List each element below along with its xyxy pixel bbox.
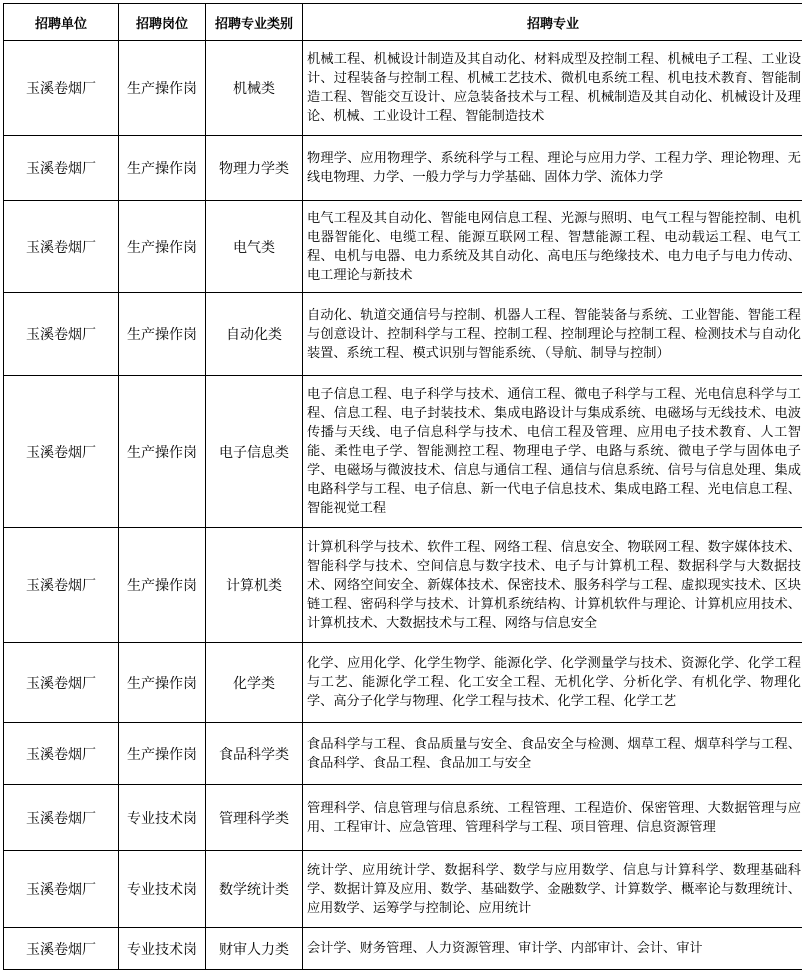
cell-category: 管理科学类 <box>206 785 303 851</box>
table-row <box>4 928 802 970</box>
table-row <box>4 136 802 201</box>
table-row <box>4 723 802 785</box>
cell-category: 计算机类 <box>206 528 303 643</box>
cell-category: 物理力学类 <box>206 136 303 201</box>
cell-unit: 玉溪卷烟厂 <box>4 643 119 723</box>
cell-unit: 玉溪卷烟厂 <box>4 136 119 201</box>
cell-post: 生产操作岗 <box>119 643 206 723</box>
cell-unit: 玉溪卷烟厂 <box>4 851 119 928</box>
header-category: 招聘专业类别 <box>206 4 303 41</box>
cell-majors: 机械工程、机械设计制造及其自动化、材料成型及控制工程、机械电子工程、工业设计、过程装备与控制工程、机械工艺技术、微机电系统工程、机电技术教育、智能制造工程、智能交互设计、应急装备技术与工程、机械制造及其自动化、机械设计及理论、机械、工业设计工程、智能制造技术 <box>303 41 802 136</box>
cell-unit: 玉溪卷烟厂 <box>4 293 119 376</box>
cell-majors: 电子信息工程、电子科学与技术、通信工程、微电子科学与工程、光电信息科学与工程、信息工程、电子封装技术、集成电路设计与集成系统、电磁场与无线技术、电波传播与天线、电子信息科学与技术、电信工程及管理、应用电子技术教育、人工智能、柔性电子学、智能测控工程、物理电子学、电路与系统、微电子学与固体电子学、电磁场与微波技术、信息与通信工程、通信与信息系统、信号与信息处理、集成电路科学与工程、电子信息、新一代电子信息技术、集成电路工程、光电信息工程、智能视觉工程 <box>303 376 802 528</box>
table-row <box>4 293 802 376</box>
cell-post: 专业技术岗 <box>119 785 206 851</box>
cell-post: 生产操作岗 <box>119 201 206 293</box>
cell-unit: 玉溪卷烟厂 <box>4 201 119 293</box>
cell-category: 数学统计类 <box>206 851 303 928</box>
table-row <box>4 851 802 928</box>
table-row <box>4 643 802 723</box>
cell-category: 财审人力类 <box>206 928 303 970</box>
cell-majors: 电气工程及其自动化、智能电网信息工程、光源与照明、电气工程与智能控制、电机电器智能化、电缆工程、能源互联网工程、智慧能源工程、电动载运工程、电气工程、电机与电器、电力系统及其自动化、高电压与绝缘技术、电力电子与电力传动、电工理论与新技术 <box>303 201 802 293</box>
cell-unit: 玉溪卷烟厂 <box>4 528 119 643</box>
cell-unit: 玉溪卷烟厂 <box>4 928 119 970</box>
cell-category: 电子信息类 <box>206 376 303 528</box>
table-row <box>4 376 802 528</box>
cell-category: 化学类 <box>206 643 303 723</box>
cell-post: 生产操作岗 <box>119 41 206 136</box>
cell-unit: 玉溪卷烟厂 <box>4 785 119 851</box>
cell-post: 生产操作岗 <box>119 376 206 528</box>
table-row <box>4 41 802 136</box>
cell-unit: 玉溪卷烟厂 <box>4 41 119 136</box>
cell-post: 生产操作岗 <box>119 528 206 643</box>
cell-category: 自动化类 <box>206 293 303 376</box>
header-unit: 招聘单位 <box>4 4 119 41</box>
header-row <box>4 4 802 41</box>
cell-post: 生产操作岗 <box>119 293 206 376</box>
table-row <box>4 785 802 851</box>
table-row <box>4 201 802 293</box>
recruitment-table <box>3 3 802 970</box>
cell-majors: 会计学、财务管理、人力资源管理、审计学、内部审计、会计、审计 <box>303 928 802 970</box>
table-row <box>4 528 802 643</box>
cell-majors: 物理学、应用物理学、系统科学与工程、理论与应用力学、工程力学、理论物理、无线电物理、力学、一般力学与力学基础、固体力学、流体力学 <box>303 136 802 201</box>
cell-majors: 化学、应用化学、化学生物学、能源化学、化学测量学与技术、资源化学、化学工程与工艺、能源化学工程、化工安全工程、无机化学、分析化学、有机化学、物理化学、高分子化学与物理、化学工程与技术、化学工程、化学工艺 <box>303 643 802 723</box>
cell-majors: 管理科学、信息管理与信息系统、工程管理、工程造价、保密管理、大数据管理与应用、工程审计、应急管理、管理科学与工程、项目管理、信息资源管理 <box>303 785 802 851</box>
cell-majors: 自动化、轨道交通信号与控制、机器人工程、智能装备与系统、工业智能、智能工程与创意设计、控制科学与工程、控制工程、控制理论与控制工程、检测技术与自动化装置、系统工程、模式识别与智能系统、（导航、制导与控制） <box>303 293 802 376</box>
cell-post: 专业技术岗 <box>119 928 206 970</box>
cell-category: 机械类 <box>206 41 303 136</box>
header-majors: 招聘专业 <box>303 4 802 41</box>
cell-majors: 统计学、应用统计学、数据科学、数学与应用数学、信息与计算科学、数理基础科学、数据计算及应用、数学、基础数学、金融数学、计算数学、概率论与数理统计、应用数学、运筹学与控制论、应用统计 <box>303 851 802 928</box>
cell-majors: 食品科学与工程、食品质量与安全、食品安全与检测、烟草工程、烟草科学与工程、食品科学、食品工程、食品加工与安全 <box>303 723 802 785</box>
cell-post: 生产操作岗 <box>119 136 206 201</box>
cell-post: 专业技术岗 <box>119 851 206 928</box>
cell-unit: 玉溪卷烟厂 <box>4 376 119 528</box>
cell-unit: 玉溪卷烟厂 <box>4 723 119 785</box>
cell-majors: 计算机科学与技术、软件工程、网络工程、信息安全、物联网工程、数字媒体技术、智能科学与技术、空间信息与数字技术、电子与计算机工程、数据科学与大数据技术、网络空间安全、新媒体技术、保密技术、服务科学与工程、虚拟现实技术、区块链工程、密码科学与技术、计算机系统结构、计算机软件与理论、计算机应用技术、计算机技术、大数据技术与工程、网络与信息安全 <box>303 528 802 643</box>
header-post: 招聘岗位 <box>119 4 206 41</box>
cell-post: 生产操作岗 <box>119 723 206 785</box>
cell-category: 电气类 <box>206 201 303 293</box>
cell-category: 食品科学类 <box>206 723 303 785</box>
